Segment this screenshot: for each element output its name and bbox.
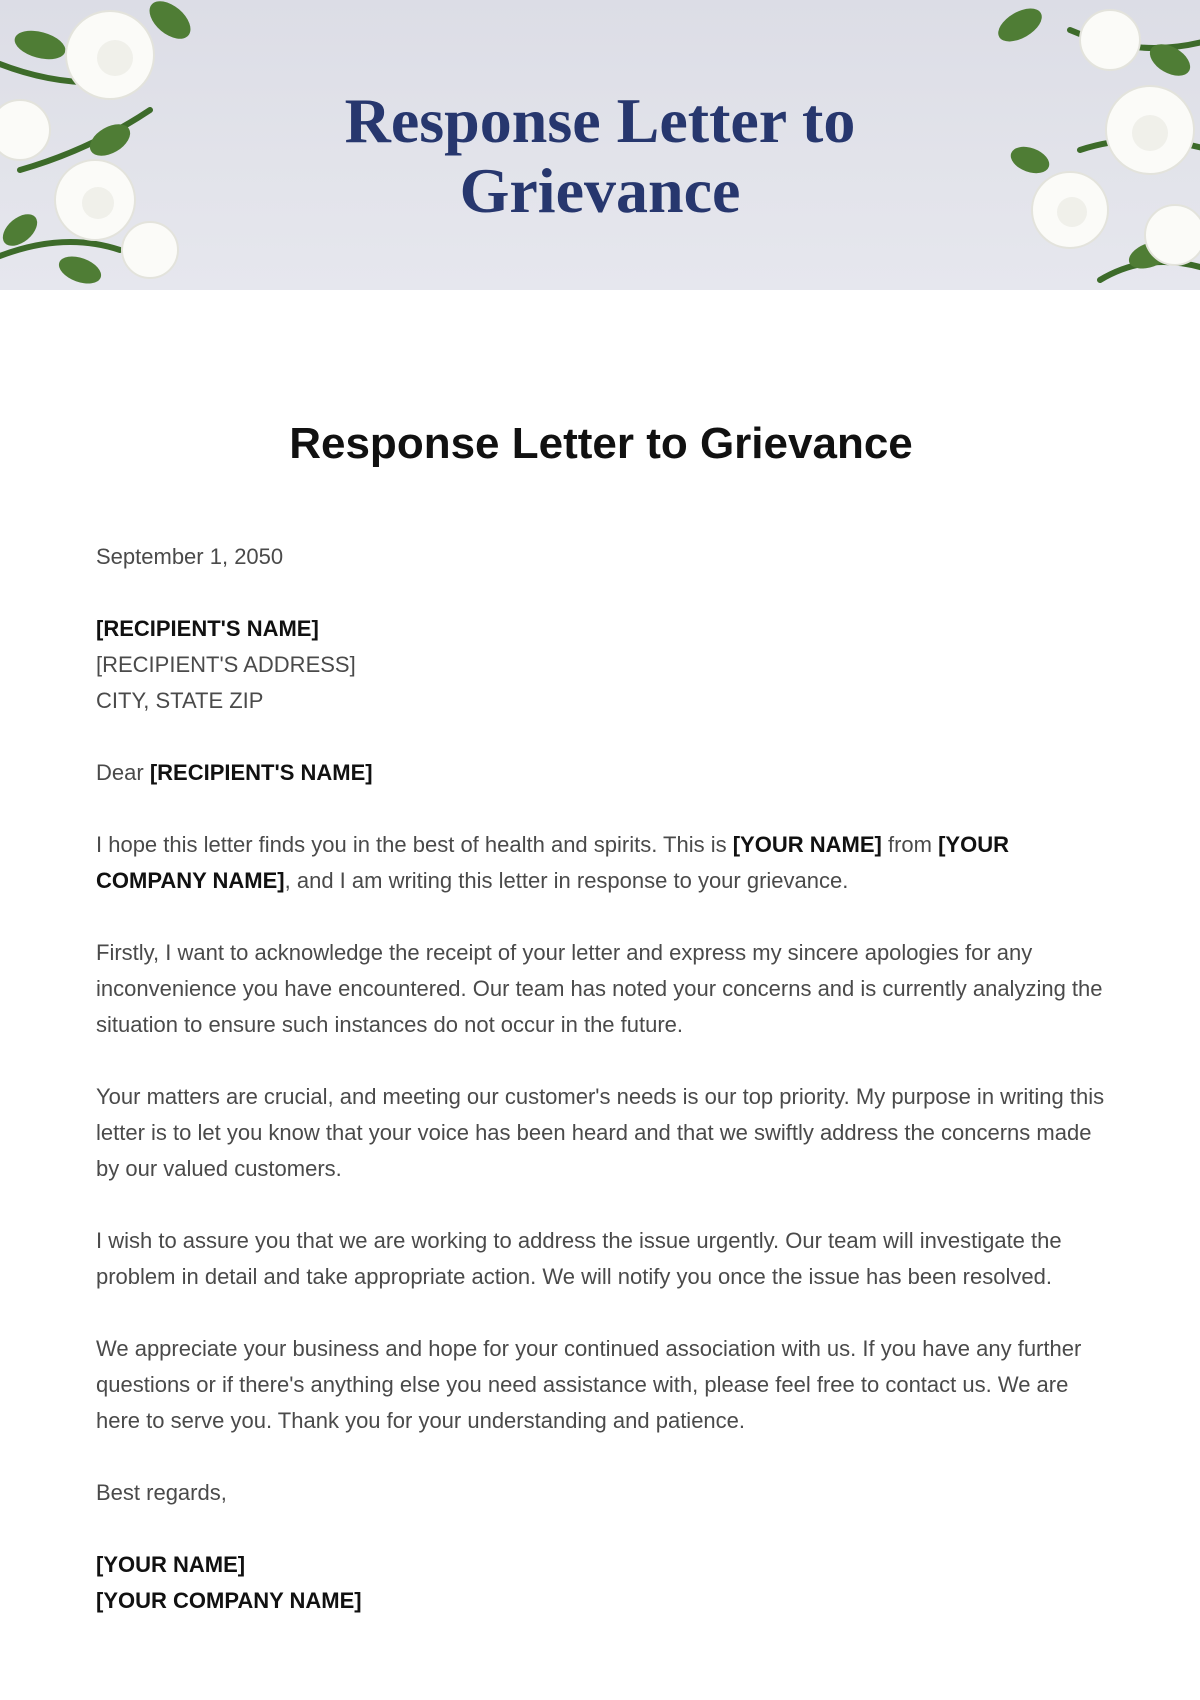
body-paragraph: We appreciate your business and hope for your continued association with us. If you have any further questions or if there's anything else you need assistance with, please feel free to contact us. We are here to serve you. Thank you for your understanding and patience. xyxy=(96,1336,1082,1433)
signature-company: [YOUR COMPANY NAME] xyxy=(96,1588,362,1613)
body-paragraph: Firstly, I want to acknowledge the receipt of your letter and express my sincere apologies for any inconvenience you have encountered. Our team has noted your concerns and is currently analyzing the situation to ensure such instances do not occur in the future. xyxy=(96,940,1103,1037)
intro-text-2: from xyxy=(887,832,932,857)
intro-text-3: , and I am writing this letter in response to your grievance. xyxy=(284,868,849,893)
intro-text-1: I hope this letter finds you in the best of health and spirits. This is xyxy=(96,832,727,857)
letter-body xyxy=(96,410,1106,1619)
intro-paragraph xyxy=(96,827,1106,899)
recipient-name: [RECIPIENT'S NAME] xyxy=(96,616,319,641)
recipient-block xyxy=(96,611,1106,719)
banner-title-line2: Grievance xyxy=(459,155,741,226)
document-title: Response Letter to Grievance xyxy=(289,419,913,468)
closing: Best regards, xyxy=(96,1480,227,1505)
signature-name: [YOUR NAME] xyxy=(96,1552,246,1577)
body-paragraph: I wish to assure you that we are working to address the issue urgently. Our team will investigate the problem in detail and take appropriate action. We will notify you once the issue has been resolved. xyxy=(96,1228,1062,1289)
salutation-prefix: Dear xyxy=(96,760,144,785)
signature-block xyxy=(96,1547,1106,1619)
intro-company-name: [YOUR COMPANY NAME] xyxy=(96,832,1009,893)
banner-title-line1: Response Letter to xyxy=(344,85,856,156)
intro-your-name: [YOUR NAME] xyxy=(732,832,882,857)
recipient-address: [RECIPIENT'S ADDRESS] xyxy=(96,652,356,677)
salutation-name: [RECIPIENT'S NAME] xyxy=(149,760,373,785)
body-paragraph: Your matters are crucial, and meeting our customer's needs is our top priority. My purpose in writing this letter is to let you know that your voice has been heard and that we swiftly address the concerns made by our valued customers. xyxy=(96,1084,1105,1181)
letter-date: September 1, 2050 xyxy=(96,544,284,569)
header-banner xyxy=(0,0,1200,290)
salutation xyxy=(96,755,1106,791)
recipient-city-state-zip: CITY, STATE ZIP xyxy=(96,688,264,713)
banner-title xyxy=(200,86,1000,226)
